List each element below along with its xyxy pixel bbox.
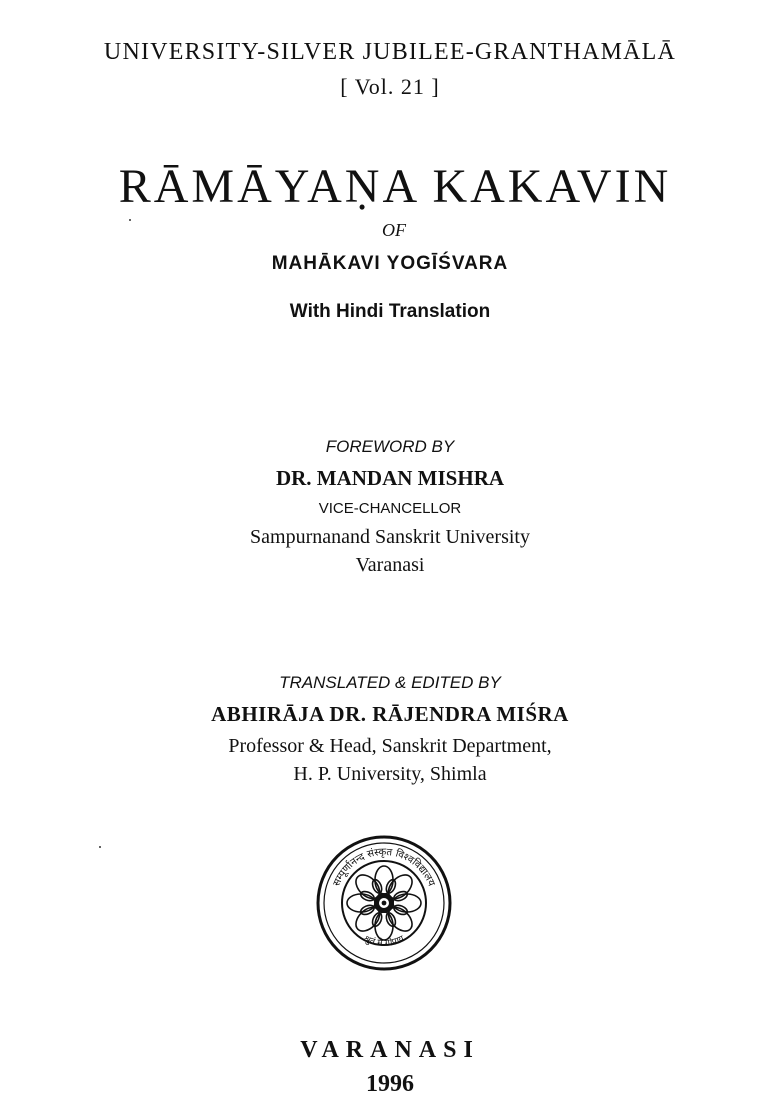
imprint-year: 1996 — [366, 1071, 414, 1097]
seal-inner-petal — [371, 912, 384, 928]
seal-inner-petal — [359, 890, 375, 903]
foreword-city: Varanasi — [355, 554, 425, 576]
translator-role: Professor & Head, Sanskrit Department, — [228, 735, 552, 757]
print-speck — [129, 219, 131, 221]
translator-institution: H. P. University, Shimla — [293, 763, 487, 785]
seal-inner-petal — [359, 904, 375, 917]
book-subtitle: With Hindi Translation — [289, 301, 491, 322]
foreword-institution: Sampurnanand Sanskrit University — [250, 526, 530, 548]
translator-name: ABHIRĀJA DR. RĀJENDRA MIŚRA — [211, 702, 569, 726]
volume-number: [ Vol. 21 ] — [340, 74, 440, 99]
author-name: MAHĀKAVI YOGĪŚVARA — [271, 253, 509, 274]
seal-inner-petal — [385, 912, 398, 928]
of-connector: OF — [382, 220, 406, 240]
university-seal-icon — [314, 833, 454, 973]
book-title: RĀMĀYAṆA KAKAVIN — [118, 160, 672, 213]
foreword-author-name: DR. MANDAN MISHRA — [275, 466, 505, 490]
seal-inner-petal — [393, 904, 409, 917]
foreword-label: FOREWORD BY — [325, 437, 455, 456]
seal-inner-petal — [371, 878, 384, 894]
seal-inner-petal — [385, 878, 398, 894]
svg-text:श्रुतं मे गोपाय — [362, 934, 406, 949]
foreword-author-role: VICE-CHANCELLOR — [318, 500, 462, 517]
print-speck — [99, 846, 101, 848]
seal-text-top: सम्पूर्णानन्द संस्कृत विश्वविद्यालय — [331, 846, 437, 888]
series-title: UNIVERSITY-SILVER JUBILEE-GRANTHAMĀLĀ — [103, 39, 677, 65]
imprint-place: VARANASI — [300, 1037, 480, 1063]
seal-text-bottom: श्रुतं मे गोपाय — [362, 934, 406, 949]
seal-inner-petal — [393, 890, 409, 903]
translator-label: TRANSLATED & EDITED BY — [279, 673, 501, 692]
